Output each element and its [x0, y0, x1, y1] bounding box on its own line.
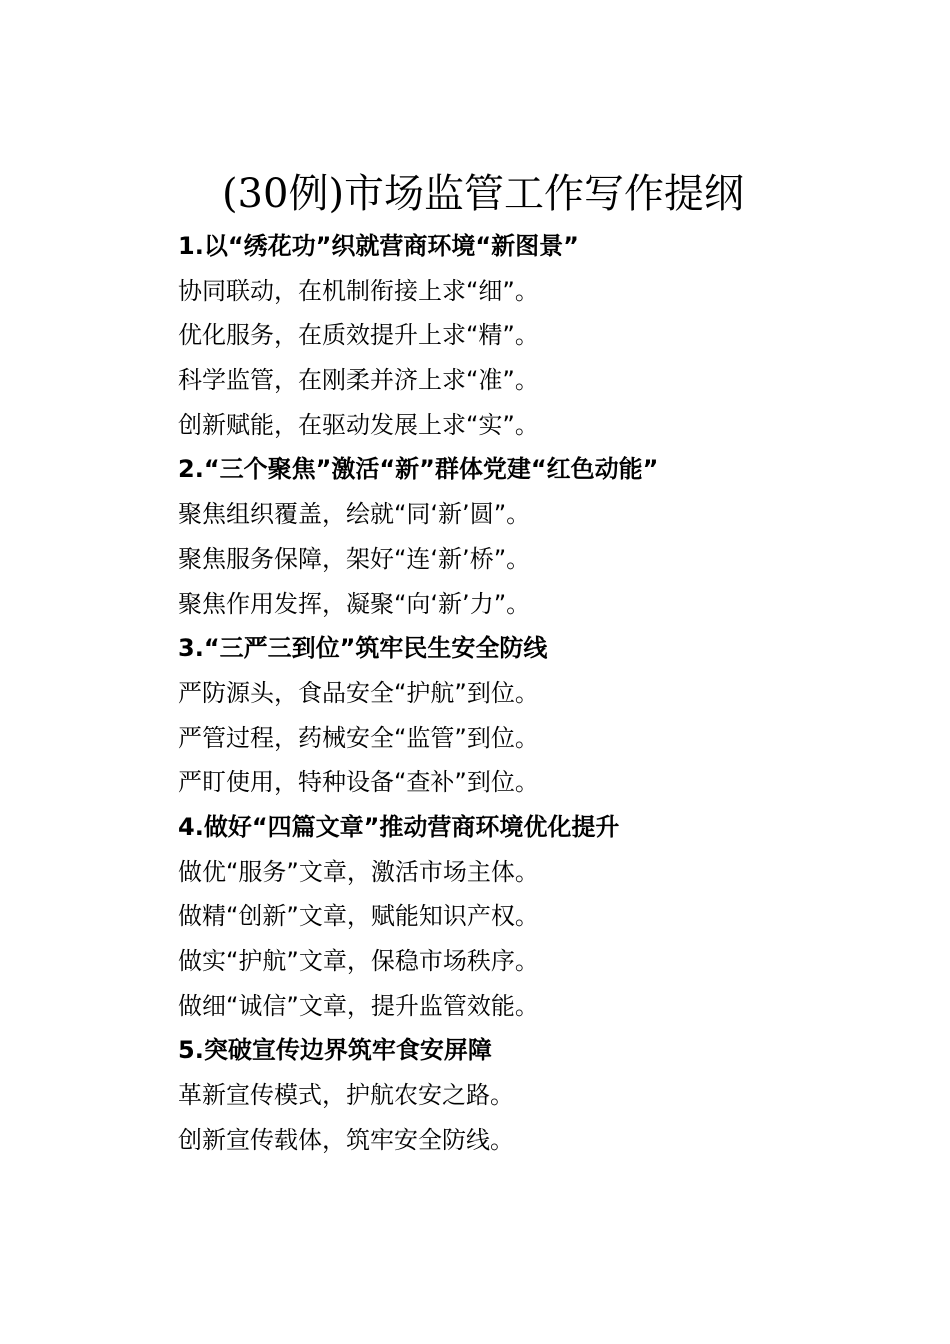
section-item: 严盯使用，特种设备“查补”到位。: [178, 768, 539, 797]
section-item: 聚焦组织覆盖，绘就“同‘新’圆”。: [178, 500, 531, 529]
section-item: 做细“诚信”文章，提升监管效能。: [178, 991, 539, 1020]
section-item: 做实“护航”文章，保稳市场秩序。: [178, 947, 539, 975]
section-heading: 4.做好“四篇文章”推动营商环境优化提升: [178, 812, 620, 841]
document-title: (30例)市场监管工作写作提纲: [221, 171, 745, 217]
section-item: 聚焦服务保障，架好“连‘新’桥”。: [178, 544, 531, 573]
section-heading: 1.以“绣花功”织就营商环境“新图景”: [178, 232, 579, 260]
document-body: [178, 224, 898, 1162]
section-item: 创新赋能，在驱动发展上求“实”。: [178, 410, 539, 439]
section-item: 创新宣传载体，筑牢安全防线。: [178, 1125, 514, 1154]
section-heading: 2.“三个聚焦”激活“新”群体党建“红色动能”: [178, 455, 659, 484]
section-item: 严防源头，食品安全“护航”到位。: [178, 678, 539, 707]
section-item: 革新宣传模式，护航农安之路。: [178, 1081, 514, 1110]
section-item: 协同联动，在机制衔接上求“细”。: [178, 276, 539, 305]
section-heading: 3.“三严三到位”筑牢民生安全防线: [178, 634, 548, 663]
section-item: 做优“服务”文章，激活市场主体。: [178, 857, 539, 886]
section-item: 科学监管，在刚柔并济上求“准”。: [178, 366, 539, 395]
section-item: 聚焦作用发挥，凝聚“向‘新’力”。: [178, 589, 531, 618]
section-item: 严管过程，药械安全“监管”到位。: [178, 723, 539, 752]
section-item: 做精“创新”文章，赋能知识产权。: [178, 902, 539, 931]
section-heading: 5.突破宣传边界筑牢食安屏障: [178, 1036, 492, 1065]
section-item: 优化服务，在质效提升上求“精”。: [178, 321, 539, 350]
